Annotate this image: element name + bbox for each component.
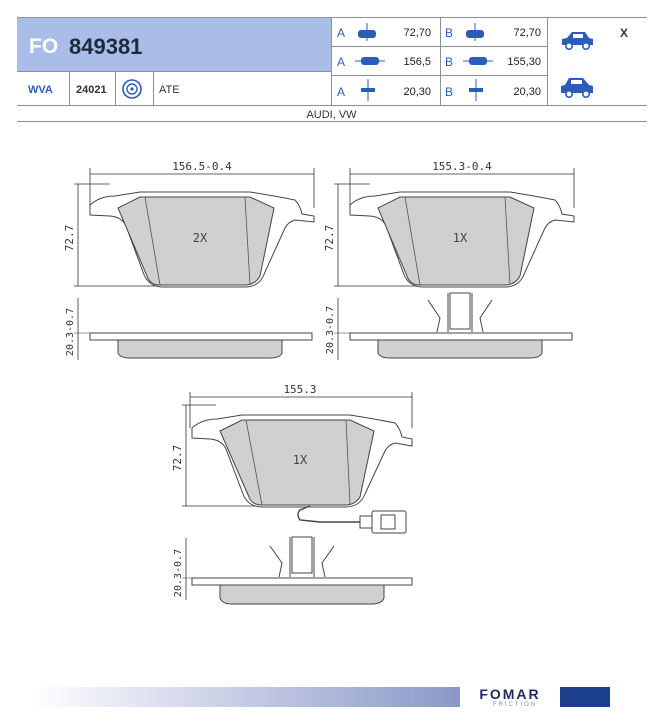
pad2-drawing	[323, 160, 574, 360]
pad2-width-dim: 155.3-0.4	[432, 160, 492, 173]
footer-gradient	[30, 687, 460, 707]
wva-label: WVA	[28, 84, 53, 96]
application-text: AUDI, VW	[306, 109, 357, 121]
brand-tagline: FRICTION	[492, 702, 538, 708]
dim-a-value: 72,70	[403, 27, 431, 39]
wear-sensor-cable	[298, 506, 360, 522]
dim-b-label: B	[445, 26, 454, 40]
dim-a-label: A	[337, 85, 346, 99]
pad1-drawing	[63, 160, 314, 360]
product-number: 849381	[69, 34, 143, 59]
footer-brand-box	[560, 687, 610, 707]
pad2-quantity: 1X	[452, 231, 468, 245]
dim-b-label: B	[445, 55, 454, 69]
pad2-height-dim: 72.7	[323, 224, 336, 252]
pad1-width-dim: 156.5-0.4	[172, 160, 232, 173]
wva-number: 24021	[76, 84, 107, 96]
pad2-thickness-dim: 20.3-0.7	[325, 305, 336, 355]
pad1-height-dim: 72.7	[63, 224, 76, 252]
system-name: ATE	[159, 84, 180, 96]
dim-a-value: 20,30	[403, 86, 431, 98]
pad3-drawing	[171, 383, 412, 604]
dim-a-label: A	[337, 26, 346, 40]
dim-b-value: 72,70	[513, 27, 541, 39]
pad3-height-dim: 72.7	[171, 444, 184, 472]
dim-b-value: 155,30	[507, 56, 541, 68]
pad1-thickness-dim: 20.3-0.7	[65, 307, 76, 357]
dim-b-label: B	[445, 85, 454, 99]
brand-logo: FOMAR	[479, 686, 541, 702]
pad3-thickness-dim: 20.3-0.7	[173, 548, 184, 598]
pad3-quantity: 1X	[292, 453, 308, 467]
code-prefix: FO	[29, 35, 59, 58]
pad1-quantity: 2X	[192, 231, 208, 245]
front-axle-mark: X	[620, 26, 629, 40]
dim-a-value: 156,5	[403, 56, 431, 68]
dim-b-value: 20,30	[513, 86, 541, 98]
dim-a-label: A	[337, 55, 346, 69]
pad3-width-dim: 155.3	[283, 383, 317, 396]
